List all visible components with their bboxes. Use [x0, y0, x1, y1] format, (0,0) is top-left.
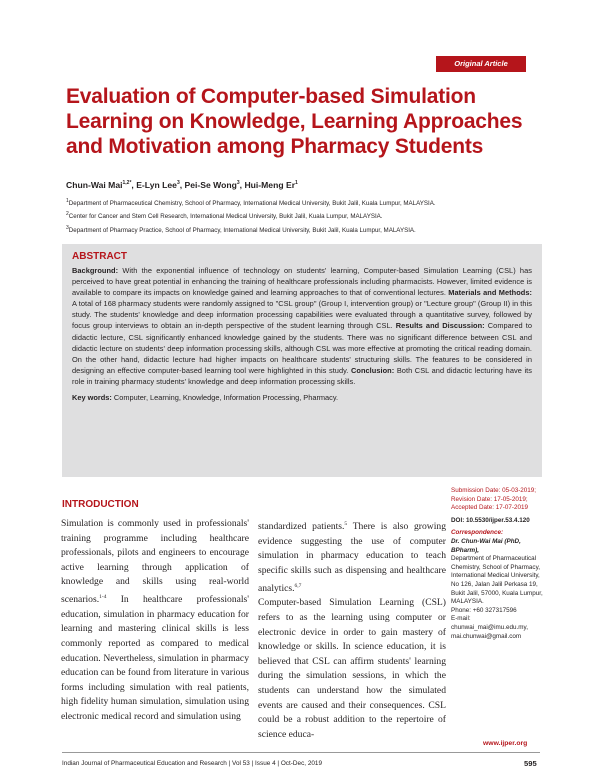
correspondence-email[interactable]: E-mail: chunwai_mai@imu.edu.my, mai.chunwai@gmail.com [451, 615, 528, 640]
article-title: Evaluation of Computer-based Simulation Learning on Knowledge, Learning Approaches and Motivation among Pharmacy Students [66, 85, 523, 158]
section-heading-introduction: INTRODUCTION [62, 499, 139, 510]
affiliation-list [66, 196, 566, 236]
affiliation: $^3$Department of Pharmacy Practice, School of Pharmacy, International Medical University, Bukit Jalil, Kuala Lumpur, MALAYSIA. [66, 224, 416, 234]
body-column-left [61, 517, 249, 725]
author-affil-sup: 1 [295, 180, 298, 187]
body-column-right [258, 517, 446, 742]
author-name: Chun-Wai Mai [66, 180, 123, 190]
submission-date: Submission Date: 05-03-2019; [451, 487, 537, 494]
paragraph: Simulation is commonly used in professionals' training programme including healthcare professionals, pilots and engineers to encourage active learning through application of knowledge and skills using real-world scenarios.$^{1-4}$ In healthcare professionals' education, simulation in pharmacy education for learning and mastering clinical skills is less commonly reported as compared to medical education. Nevertheless, simulation in pharmacy education can be found from literature in various forms including simulation with real patients, high fidelity human simulation, simulation using electronic medical record and simulation using [61, 518, 249, 722]
article-sidebar [451, 487, 546, 641]
author-name: E-Lyn Lee [136, 180, 177, 190]
journal-citation-footer: Indian Journal of Pharmaceutical Education and Research | Vol 53 | Issue 4 | Oct-Dec, 2019 [62, 760, 323, 767]
abstract-box [62, 244, 542, 477]
author-affil-sup: 1,2* [122, 180, 132, 187]
abstract-heading: ABSTRACT [72, 251, 127, 262]
author-list: Chun-Wai Mai$^{1,2*}$, E-Lyn Lee$^3$, Pei-Se Wong$^3$, Hui-Meng Er$^1$ [66, 180, 298, 190]
correspondence-phone: Phone: +60 327317596 [451, 606, 517, 614]
footer-divider [62, 752, 540, 753]
correspondence-address: Department of Pharmaceutical Chemistry, School of Pharmacy, International Medical University, No 126, Jalan Jalil Perkasa 19, Bukit Jalil, 57000, Kuala Lumpur, MALAYSIA. [451, 555, 543, 606]
author-name: Pei-Se Wong [184, 180, 237, 190]
article-type-badge: Original Article [436, 56, 526, 72]
author-name: Hui-Meng Er [244, 180, 296, 190]
revision-date: Revision Date: 17-05-2019; [451, 495, 528, 503]
affiliation: $^2$Center for Cancer and Stem Cell Research, International Medical University, Bukit Jalil, Kuala Lumpur, MALAYSIA. [66, 211, 383, 221]
doi[interactable]: DOI: 10.5530/ijper.53.4.120 [451, 516, 530, 524]
page-number: 595 [524, 759, 537, 768]
author-affil-sup: 3 [236, 180, 240, 187]
journal-website[interactable]: www.ijper.org [483, 740, 528, 747]
affiliation: $^1$Department of Pharmaceutical Chemistry, School of Pharmacy, International Medical University, Bukit Jalil, Kuala Lumpur, MALAYSIA. [66, 198, 436, 208]
abstract-body: Background: With the exponential influence of technology on students' learning, Computer-based Simulation Learning (CSL) has perceived to have great potential in enhancing the training of healthcare professionals including pharmacists. However, limited evidence is available to compare its impacts on knowledge gained and learning approaches to that of conventional lectures. Materials and Methods: A total of 168 pharmacy students were randomly assigned to "CSL group" (Group I, intervention group) or "Lecture group" (Group II) in this study. The students' knowledge and deep information processing capabilities were evaluated through a quantitative survey, followed by focus group interviews to obtain an in-depth perspective of the student learning through CSL. Results and Discussion: Compared to didactic lecture, CSL significantly enhanced knowledge gained by the students. There was no significant difference between CSL and didactic lecture on students' deep information processing skills, although CSL was more effective at promoting the critical reading domain. On the other hand, didactic lecture had higher impacts on healthcare students' structuring skills. The features to be considered in designing an effective computer-based learning tool were highlighted in this study. Conclusion: Both CSL and didactic lecturing have its role in training pharmacy students' knowledge and deep information processing skills. [72, 266, 533, 386]
paragraph: Computer-based Simulation Learning (CSL) refers to as the learning using computer or electronic device in order to gain mastery of knowledge or skills. In science education, it is believed that CSL can affirm students' learning during the simulation sessions, in which the students can understand how the simulated events are caused and their consequences. CSL could be a robust addition to the repertoire of science educa- [258, 597, 446, 740]
author-affil-sup: 3 [176, 180, 180, 187]
paragraph: standardized patients.$^5$ There is also growing evidence suggesting the use of computer simulation in pharmacy education to teach specific skills such as dispensing and healthcare analytics.$^{6,7}$ [258, 521, 446, 594]
keywords: Key words: Computer, Learning, Knowledge, Information Processing, Pharmacy. [72, 393, 339, 403]
correspondence-name: Dr. Chun-Wai Mai (PhD, BPharm), [451, 537, 521, 554]
accepted-date: Accepted Date: 17-07-2019 [451, 504, 529, 512]
correspondence-label: Correspondence: [451, 529, 504, 537]
